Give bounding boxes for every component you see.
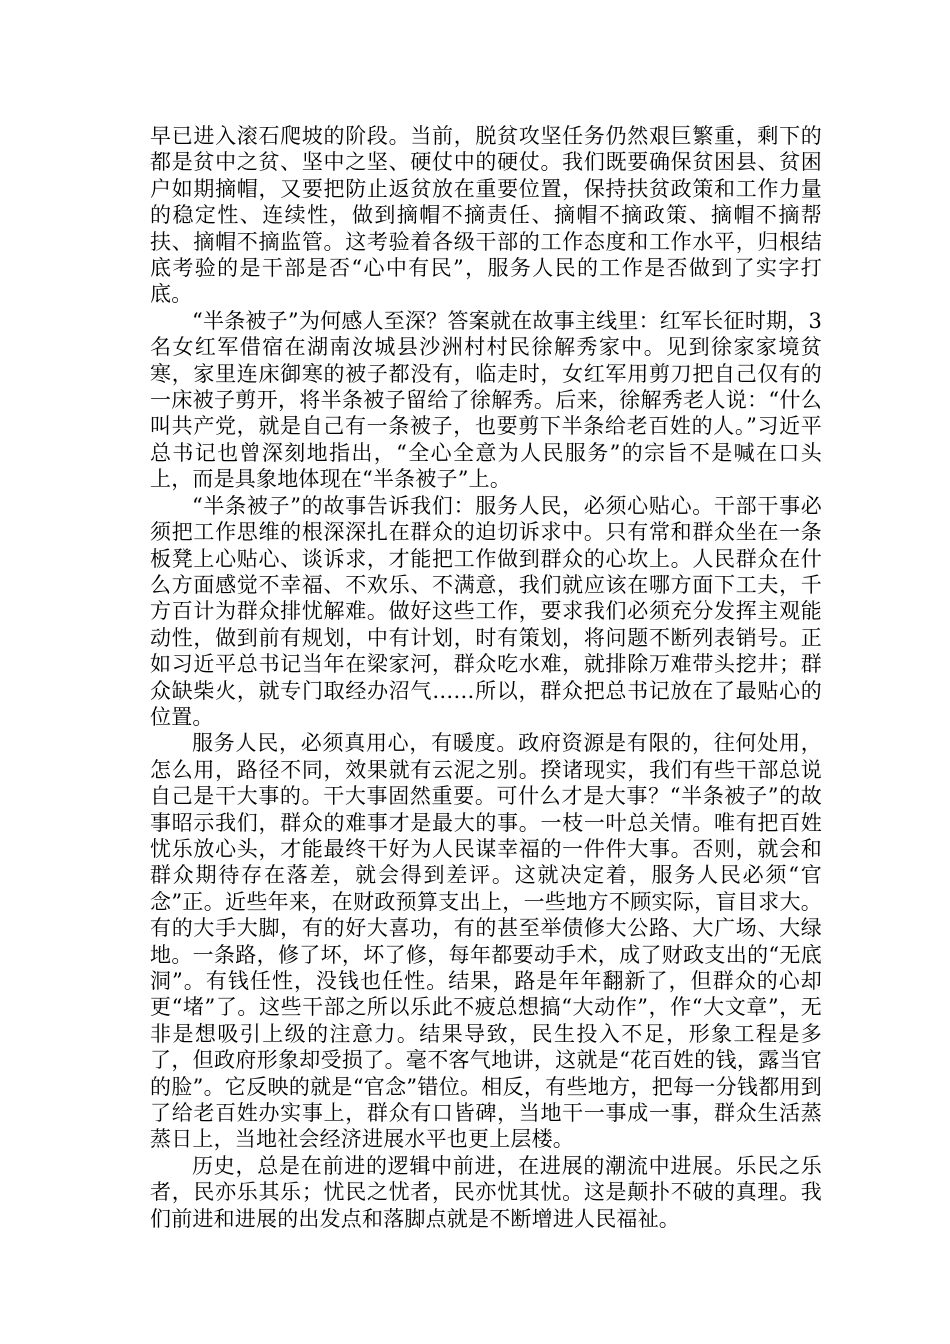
paragraph-1: 早已进入滚石爬坡的阶段。当前，脱贫攻坚任务仍然艰巨繁重，剩下的都是贫中之贫、坚中之坚、硬仗中的硬仗。我们既要确保贫困县、贫困户如期摘帽，又要把防止返贫放在重要位置，保持扶贫政策和工作力量的稳定性、连续性，做到摘帽不摘责任、摘帽不摘政策、摘帽不摘帮扶、摘帽不摘监管。这考验着各级干部的工作态度和工作水平，归根结底考验的是干部是否“心中有民”，服务人民的工作是否做到了实字打底。 <box>150 124 822 307</box>
paragraph-4: 服务人民，必须真用心，有暖度。政府资源是有限的，往何处用，怎么用，路径不同，效果就有云泥之别。揆诸现实，我们有些干部总说自己是干大事的。干大事固然重要。可什么才是大事？“半条被子”的故事昭示我们，群众的难事才是最大的事。一枝一叶总关情。唯有把百姓忧乐放心头，才能最终干好为人民谋幸福的一件件大事。否则，就会和群众期待存在落差，就会得到差评。这就决定着，服务人民必须“官念”正。近些年来，在财政预算支出上，一些地方不顾实际，盲目求大。有的大手大脚，有的好大喜功，有的甚至举债修大公路、大广场、大绿地。一条路，修了坏，坏了修，每年都要动手术，成了财政支出的“无底洞”。有钱任性，没钱也任性。结果，路是年年翻新了，但群众的心却更“堵”了。这些干部之所以乐此不疲总想搞“大动作”，作“大文章”，无非是想吸引上级的注意力。结果导致，民生投入不足，形象工程是多了，但政府形象却受损了。毫不客气地讲，这就是“花百姓的钱，露当官的脸”。它反映的就是“官念”错位。相反，有些地方，把每一分钱都用到了给老百姓办实事上，群众有口皆碑，当地干一事成一事，群众生活蒸蒸日上，当地社会经济进展水平也更上层楼。 <box>150 731 822 1152</box>
paragraph-3: “半条被子”的故事告诉我们：服务人民，必须心贴心。干部干事必须把工作思维的根深深扎在群众的迫切诉求中。只有常和群众坐在一条板凳上心贴心、谈诉求，才能把工作做到群众的心坎上。人民群众在什么方面感觉不幸福、不欢乐、不满意，我们就应该在哪方面下工夫，千方百计为群众排忧解难。做好这些工作，要求我们必须充分发挥主观能动性，做到前有规划，中有计划，时有策划，将问题不断列表销号。正如习近平总书记当年在梁家河，群众吃水难，就排除万难带头挖井；群众缺柴火，就专门取经办沼气……所以，群众把总书记放在了最贴心的位置。 <box>150 493 822 729</box>
paragraph-5: 历史，总是在前进的逻辑中前进，在进展的潮流中进展。乐民之乐者，民亦乐其乐；忧民之忧者，民亦忧其忧。这是颠扑不破的真理。我们前进和进展的出发点和落脚点就是不断增进人民福祉。 <box>150 1153 822 1231</box>
paragraph-2: “半条被子”为何感人至深？答案就在故事主线里：红军长征时期，3名女红军借宿在湖南汝城县沙洲村村民徐解秀家中。见到徐家家境贫寒，家里连床御寒的被子都没有，临走时，女红军用剪刀把自己仅有的一床被子剪开，将半条被子留给了徐解秀。后来，徐解秀老人说：“什么叫共产党，就是自己有一条被子，也要剪下半条给老百姓的人。”习近平总书记也曾深刻地指出，“全心全意为人民服务”的宗旨不是喊在口头上，而是具象地体现在“半条被子”上。 <box>150 308 822 492</box>
document-body <box>150 123 822 1232</box>
